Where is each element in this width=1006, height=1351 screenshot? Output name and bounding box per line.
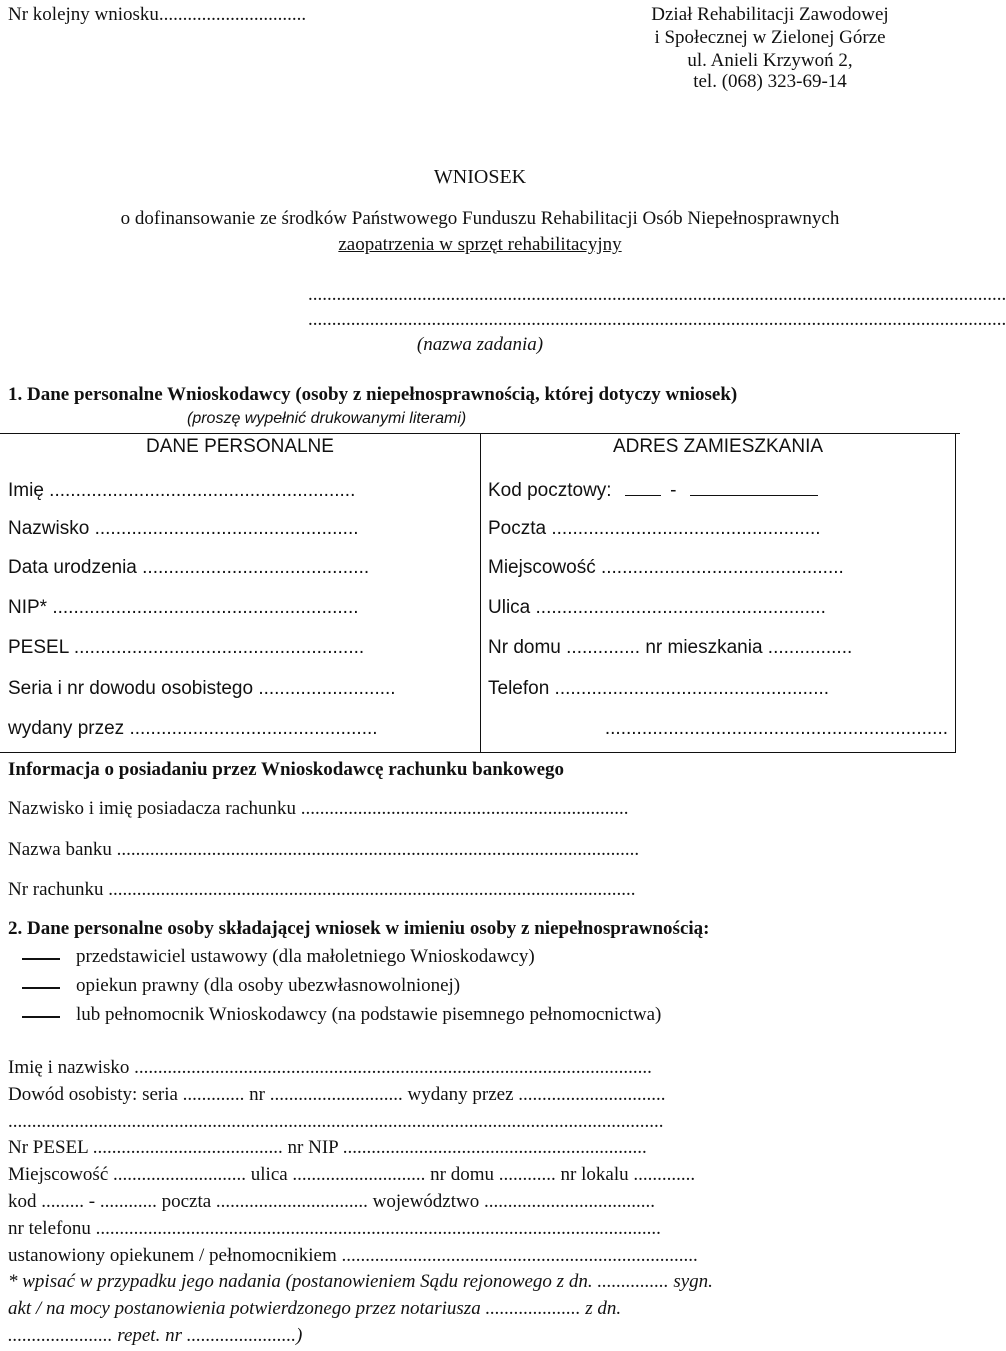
rep-phone-field[interactable]: nr telefonu ....................................................................................................................... bbox=[8, 1218, 661, 1239]
account-holder-field[interactable]: Nazwisko i imię posiadacza rachunku ..................................................................... bbox=[8, 798, 629, 819]
extra-field[interactable]: ................................................................. bbox=[604, 718, 948, 739]
document-title: WNIOSEK bbox=[433, 166, 527, 188]
bank-name-field[interactable]: Nazwa banku .............................................................................................................. bbox=[8, 839, 640, 860]
rep-full-name-field[interactable]: Imię i nazwisko ............................................................................................................. bbox=[8, 1057, 652, 1078]
nip-field[interactable]: NIP* .......................................................... bbox=[8, 597, 359, 618]
street-field[interactable]: Ulica ....................................................... bbox=[488, 597, 826, 618]
task-name-line-2[interactable]: ................................................................................................................................................... bbox=[308, 309, 1006, 330]
address-header: ADRES ZAMIESZKANIA bbox=[612, 436, 824, 457]
footnote-line-2: akt / na mocy postanowienia potwierdzonego przez notariusza .................... z dn. bbox=[8, 1298, 622, 1319]
section-2-heading: 2. Dane personalne osoby składającej wniosek w imieniu osoby z niepełnosprawnością: bbox=[8, 918, 710, 939]
account-number-field[interactable]: Nr rachunku ............................................................................................................... bbox=[8, 879, 636, 900]
org-line-2: i Społecznej w Zielonej Górze bbox=[654, 27, 886, 48]
rep-id-continuation-field[interactable]: .......................................................................................................................................... bbox=[8, 1111, 664, 1132]
personal-data-header: DANE PERSONALNE bbox=[146, 436, 334, 457]
issued-by-field[interactable]: wydany przez ............................................... bbox=[8, 718, 378, 739]
org-line-1: Dział Rehabilitacji Zawodowej bbox=[651, 4, 889, 25]
rep-appointment-field[interactable]: ustanowiony opiekunem / pełnomocnikiem ........................................................................... bbox=[8, 1245, 698, 1266]
option-dash-3 bbox=[22, 1016, 60, 1018]
task-name-line-1[interactable]: ................................................................................................................................................... bbox=[308, 284, 1006, 305]
document-subject: zaopatrzenia w sprzęt rehabilitacyjny bbox=[338, 234, 622, 255]
last-name-field[interactable]: Nazwisko .................................................. bbox=[8, 518, 359, 539]
postal-code-dash: - bbox=[670, 480, 677, 501]
section-1-note: (proszę wypełnić drukowanymi literami) bbox=[187, 410, 467, 427]
post-office-field[interactable]: Poczta ................................................... bbox=[488, 518, 821, 539]
option-legal-representative[interactable]: przedstawiciel ustawowy (dla małoletniego Wnioskodawcy) bbox=[76, 946, 535, 967]
document-subtitle: o dofinansowanie ze środków Państwowego Funduszu Rehabilitacji Osób Niepełnosprawnych bbox=[120, 208, 840, 229]
option-dash-1 bbox=[22, 958, 60, 960]
org-address: ul. Anieli Krzywoń 2, bbox=[687, 50, 853, 71]
option-legal-guardian[interactable]: opiekun prawny (dla osoby ubezwłasnowolnionej) bbox=[76, 975, 461, 996]
option-dash-2 bbox=[22, 987, 60, 989]
bank-heading: Informacja o posiadaniu przez Wnioskodawcę rachunku bankowego bbox=[8, 759, 565, 780]
application-number: Nr kolejny wniosku............................... bbox=[8, 4, 307, 25]
postal-code-label: Kod pocztowy: bbox=[488, 480, 612, 501]
city-field[interactable]: Miejscowość .............................................. bbox=[488, 557, 844, 578]
rep-id-card-field[interactable]: Dowód osobisty: seria ............. nr ............................ wydany przez ............................... bbox=[8, 1084, 666, 1105]
id-card-field[interactable]: Seria i nr dowodu osobistego .......................... bbox=[8, 678, 396, 699]
org-phone: tel. (068) 323-69-14 bbox=[693, 71, 847, 92]
house-number-field[interactable]: Nr domu .............. nr mieszkania ................ bbox=[488, 637, 853, 658]
rep-address-field[interactable]: Miejscowość ............................ ulica ............................ nr domu ............ nr lokalu ............. bbox=[8, 1164, 696, 1185]
rep-postal-field[interactable]: kod ......... - ............ poczta ................................ województwo .................................... bbox=[8, 1191, 655, 1212]
pesel-field[interactable]: PESEL ....................................................... bbox=[8, 637, 365, 658]
footnote-line-3: ...................... repet. nr .......................) bbox=[8, 1325, 303, 1346]
table-divider bbox=[480, 433, 481, 753]
option-attorney[interactable]: lub pełnomocnik Wnioskodawcy (na podstawie pisemnego pełnomocnictwa) bbox=[76, 1004, 662, 1025]
birth-date-field[interactable]: Data urodzenia ........................................... bbox=[8, 557, 370, 578]
postal-code-part-2[interactable] bbox=[690, 494, 818, 496]
table-right-border bbox=[955, 433, 956, 753]
section-1-heading: 1. Dane personalne Wnioskodawcy (osoby z niepełnosprawnością, której dotyczy wniosek) bbox=[8, 384, 738, 405]
first-name-field[interactable]: Imię .......................................................... bbox=[8, 480, 356, 501]
phone-field[interactable]: Telefon .................................................... bbox=[488, 678, 830, 699]
footnote-line-1: * wpisać w przypadku jego nadania (postanowieniem Sądu rejonowego z dn. ............... sygn. bbox=[8, 1271, 713, 1292]
postal-code-field[interactable] bbox=[488, 480, 818, 502]
task-name-label: (nazwa zadania) bbox=[416, 334, 544, 355]
rep-pesel-nip-field[interactable]: Nr PESEL ........................................ nr NIP ................................................................ bbox=[8, 1137, 647, 1158]
table-bottom-border bbox=[0, 752, 956, 753]
postal-code-part-1[interactable] bbox=[625, 494, 661, 496]
